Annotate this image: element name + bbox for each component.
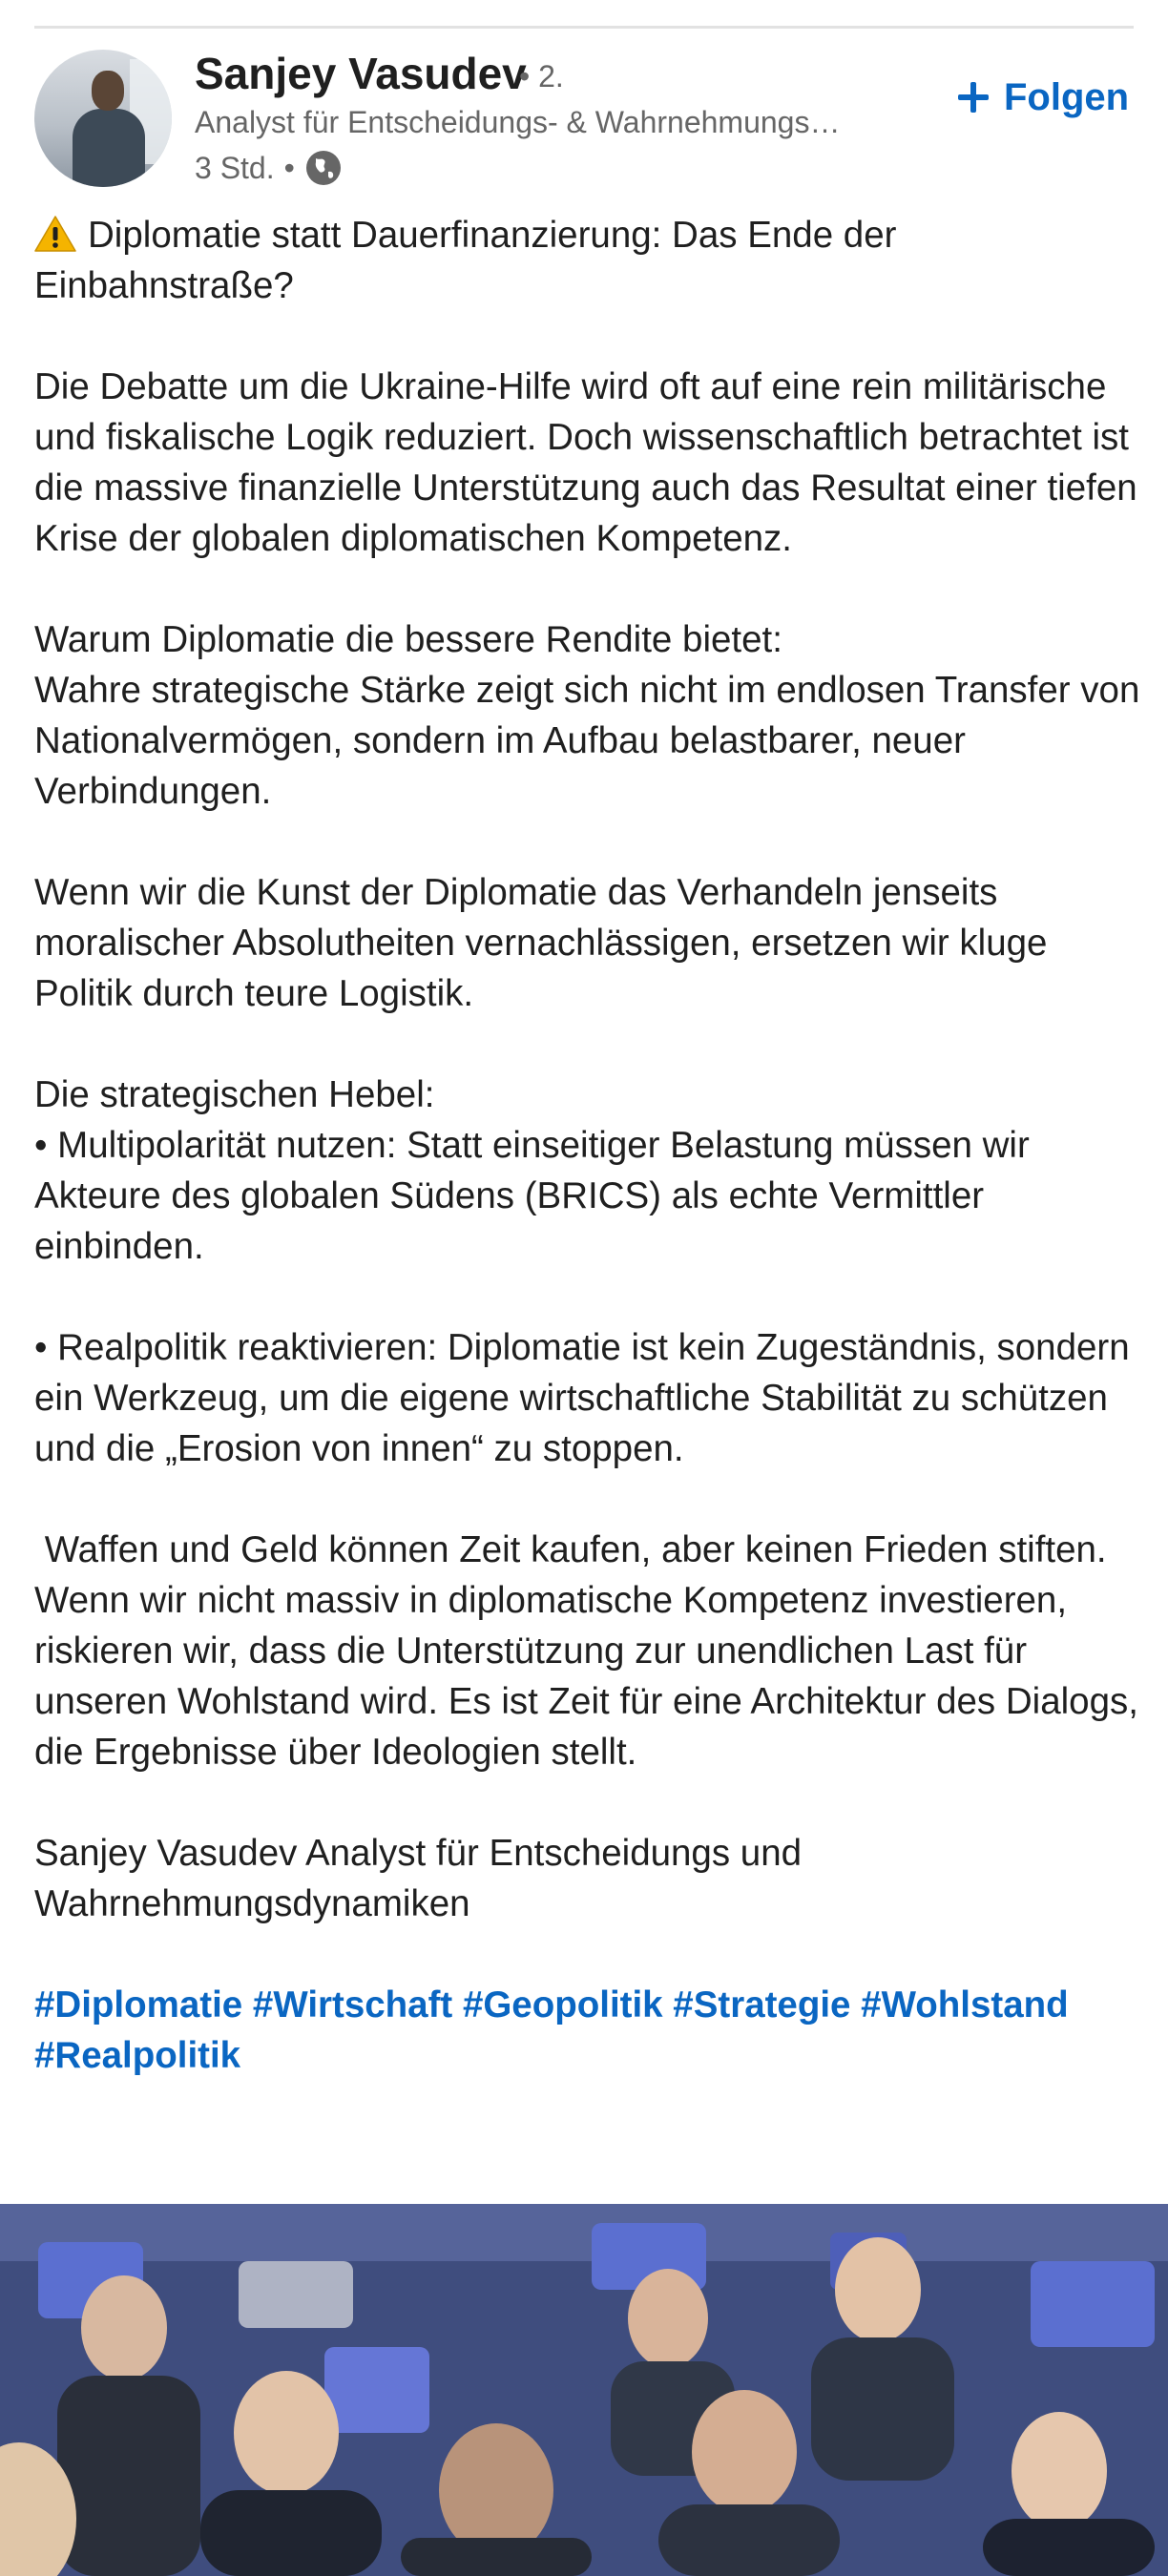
post-meta (195, 147, 343, 189)
post-image[interactable] (0, 2204, 1168, 2576)
closing-paragraph: Waffen und Geld können Zeit kaufen, aber keinen Frieden stiften. Wenn wir nicht massiv in diplomatische Kompetenz investieren, riskieren wir, dass die Unterstützung zur unendlichen Last für unseren Wohlstand wird. Es ist Zeit für eine Architektur des Dialogs, die Ergebnisse über Ideologien stellt. (34, 1529, 1149, 1773)
signature: Sanjey Vasudev Analyst für Entscheidungs und Wahrnehmungsdynamiken (34, 1833, 803, 1924)
warning-icon (34, 215, 76, 253)
levers-heading: Die strategischen Hebel: (34, 1074, 435, 1115)
section-1-heading: Warum Diplomatie die bessere Rendite bietet: (34, 619, 782, 660)
hashtag-wohlstand[interactable]: #Wohlstand (861, 1984, 1069, 2025)
globe-icon (304, 149, 343, 187)
post-title: Diplomatie statt Dauerfinanzierung: Das Ende der Einbahnstraße? (34, 215, 897, 306)
lever-1: • Multipolarität nutzen: Statt einseitiger Belastung müssen wir Akteure des globalen Südens (BRICS) als echte Vermittler einbinden. (34, 1125, 1030, 1267)
meta-separator: • (283, 150, 295, 185)
post-body (34, 210, 1149, 2081)
author-headline: Analyst für Entscheidungs- & Wahrnehmungs… (195, 105, 841, 139)
hashtag-diplomatie[interactable]: #Diplomatie (34, 1984, 243, 2025)
plus-icon (954, 78, 992, 116)
hashtag-geopolitik[interactable]: #Geopolitik (462, 1984, 663, 2025)
hashtag-strategie[interactable]: #Strategie (673, 1984, 851, 2025)
follow-button[interactable] (954, 71, 1129, 124)
lever-2: • Realpolitik reaktivieren: Diplomatie ist kein Zugeständnis, sondern ein Werkzeug, um die eigene wirtschaftliche Stabilität zu schützen und die „Erosion von innen“ zu stoppen. (34, 1327, 1130, 1469)
paragraph-3: Wenn wir die Kunst der Diplomatie das Verhandeln jenseits moralischer Absolutheiten vernachlässigen, ersetzen wir kluge Politik durch teure Logistik. (34, 872, 1048, 1014)
paragraph-1: Die Debatte um die Ukraine-Hilfe wird oft auf eine rein militärische und fiskalische Logik reduziert. Doch wissenschaftlich betrachtet ist die massive finanzielle Unterstützung auch das Resultat einer tiefen Krise der globalen diplomatischen Kompetenz. (34, 366, 1137, 559)
follow-label: Folgen (1004, 75, 1130, 118)
hashtag-list (34, 1980, 1141, 2081)
author-name[interactable]: Sanjey Vasudev (195, 49, 527, 98)
hashtag-wirtschaft[interactable]: #Wirtschaft (252, 1984, 453, 2025)
post-time: 3 Std. (195, 150, 275, 185)
section-1-text: Wahre strategische Stärke zeigt sich nicht im endlosen Transfer von Nationalvermögen, sondern im Aufbau belastbarer, neuer Verbindungen. (34, 670, 1140, 812)
post-title-paragraph (34, 210, 1141, 311)
hashtag-realpolitik[interactable]: #Realpolitik (34, 2035, 241, 2076)
connection-degree: • 2. (519, 59, 564, 93)
top-divider (34, 26, 1134, 29)
author-avatar[interactable] (34, 50, 172, 187)
